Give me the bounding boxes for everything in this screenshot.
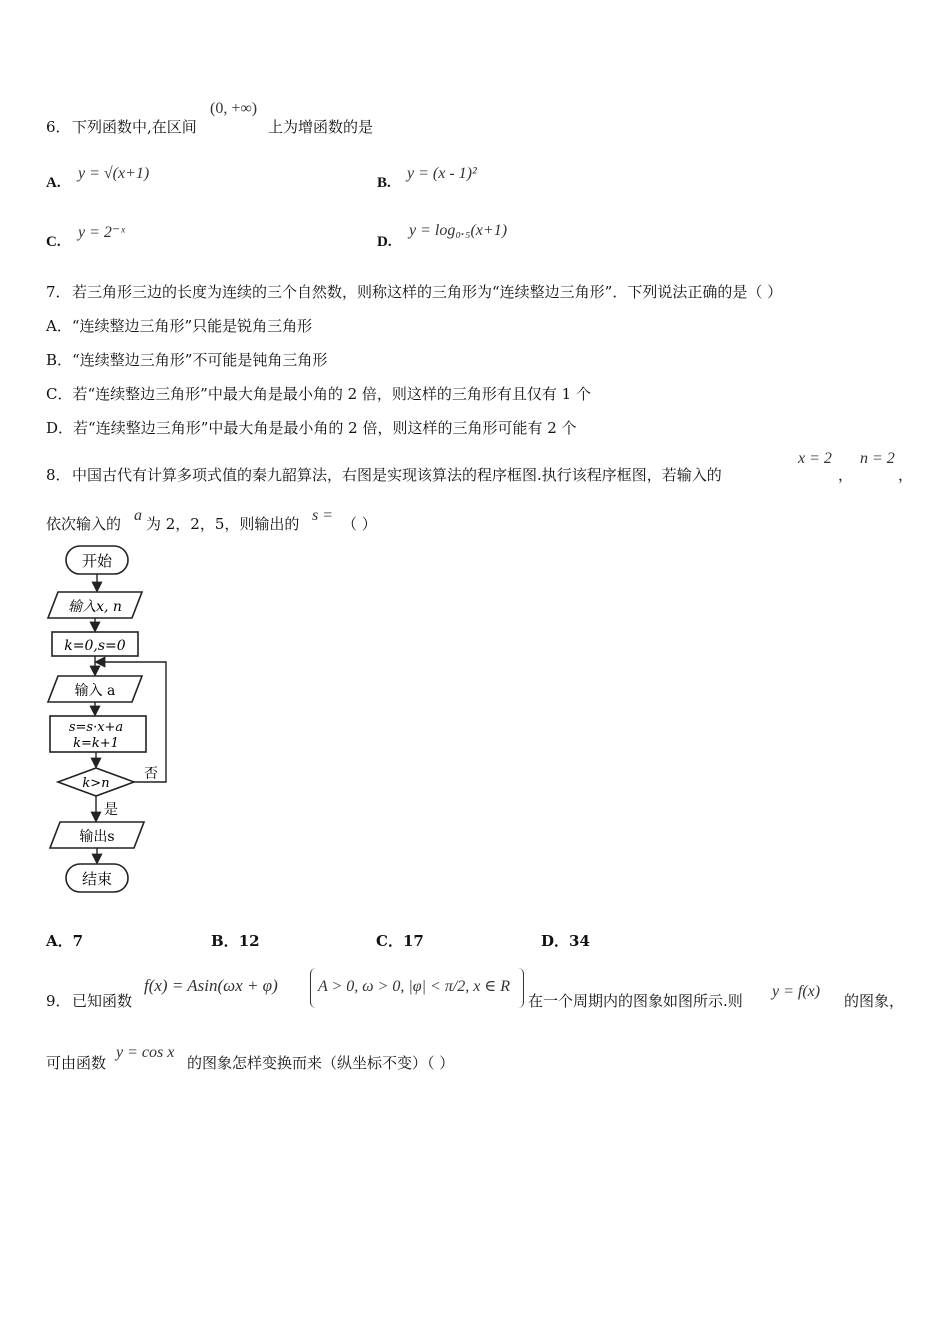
q9-text-b: 在一个周期内的图象如图所示.则 xyxy=(528,992,743,1010)
q8-var-a: a xyxy=(134,507,142,524)
q8-var-s: s = xyxy=(312,507,334,524)
q8-text-line2-b: 为 2，2，5，则输出的 xyxy=(146,515,300,533)
q8-option-d xyxy=(541,930,590,951)
q9-func: f(x) = Asin(ωx + φ) xyxy=(144,976,278,995)
q9-number: 9． xyxy=(46,992,71,1010)
q8-option-a xyxy=(46,930,83,951)
flow-assign-text-2: k=k+1 xyxy=(73,736,119,751)
q6-option-a-expr: y = √(x+1) xyxy=(78,165,150,182)
q9-func3: y = cos x xyxy=(116,1044,175,1061)
q6-option-c-label: C. xyxy=(46,234,61,250)
q6-text-before: 下列函数中,在区间 xyxy=(72,118,197,136)
q8-option-d-value: 34 xyxy=(569,932,590,950)
q9-func2: y = f(x) xyxy=(772,983,821,1000)
q8-option-d-label: D． xyxy=(541,932,570,950)
q8-option-b-value: 12 xyxy=(238,932,260,950)
q8-n-value: n = 2 xyxy=(860,450,895,467)
q8-comma-2: ， xyxy=(898,466,914,484)
q7-option-b: B．“连续整边三角形”不可能是钝角三角形 xyxy=(46,351,328,369)
q7-text: 若三角形三边的长度为连续的三个自然数，则称这样的三角形为“连续整边三角形”．下列说法正确的是（ ） xyxy=(72,283,783,301)
q8-option-b xyxy=(211,930,260,951)
q6-option-d-label: D. xyxy=(377,234,392,250)
q8-option-b-label: B． xyxy=(211,932,239,950)
flow-end-text: 结束 xyxy=(81,870,113,888)
q8-flowchart xyxy=(40,540,180,900)
q6-option-b-expr: y = (x - 1)² xyxy=(407,165,477,182)
q8-option-c-label: C． xyxy=(376,932,403,950)
flow-no-label: 否 xyxy=(144,766,158,782)
q8-number: 8． xyxy=(46,466,71,484)
flow-yes-label: 是 xyxy=(104,802,118,818)
q8-option-c xyxy=(376,930,424,951)
q9-text-a: 已知函数 xyxy=(72,992,133,1010)
q6-option-c-expr: y = 2⁻ˣ xyxy=(78,224,125,241)
flow-init-text: k=0,s=0 xyxy=(64,638,126,654)
q7-option-c: C．若“连续整边三角形”中最大角是最小角的 2 倍，则这样的三角形有且仅有 1 个 xyxy=(46,385,591,403)
q6-number: 6． xyxy=(46,118,71,136)
q7-number: 7． xyxy=(46,283,71,301)
q9-text-c: 的图象， xyxy=(844,992,905,1010)
q9-text-line2-a: 可由函数 xyxy=(46,1054,107,1072)
q8-comma-1: ， xyxy=(838,466,854,484)
q6-interval: (0, +∞) xyxy=(210,100,258,117)
q6-option-a-label: A. xyxy=(46,175,61,191)
q8-option-c-value: 17 xyxy=(402,932,424,950)
flow-input-xn-text: 输入x, n xyxy=(68,599,122,615)
q6-option-b-label: B. xyxy=(377,175,391,191)
q8-option-a-label: A． xyxy=(46,932,73,950)
q9-text-line2-b: 的图象怎样变换而来（纵坐标不变）（ ） xyxy=(187,1054,455,1072)
q8-text-line2-c: （ ） xyxy=(342,515,377,533)
flow-start-text: 开始 xyxy=(81,552,113,570)
q8-text-line1: 中国古代有计算多项式值的秦九韶算法，右图是实现该算法的程序框图.执行该程序框图，若输入的 xyxy=(72,466,722,484)
q7-option-a: A．“连续整边三角形”只能是锐角三角形 xyxy=(46,317,313,335)
flow-output-text: 输出s xyxy=(79,829,115,845)
q8-x-value: x = 2 xyxy=(798,450,832,467)
flow-condition-text: k>n xyxy=(82,776,110,791)
q8-option-a-value: 7 xyxy=(72,932,84,950)
q7-option-d: D．若“连续整边三角形”中最大角是最小角的 2 倍，则这样的三角形可能有 2 个 xyxy=(46,419,577,437)
q6-option-d-expr: y = log₀.₅(x+1) xyxy=(409,222,508,239)
q9-cond: A > 0, ω > 0, |φ| < π/2, x ∈ R xyxy=(318,978,510,995)
q8-text-line2-a: 依次输入的 xyxy=(46,515,122,533)
flow-input-a-text: 输入 a xyxy=(74,683,116,699)
q6-text-after: 上为增函数的是 xyxy=(268,118,374,136)
flow-assign-text-1: s=s·x+a xyxy=(68,720,124,735)
